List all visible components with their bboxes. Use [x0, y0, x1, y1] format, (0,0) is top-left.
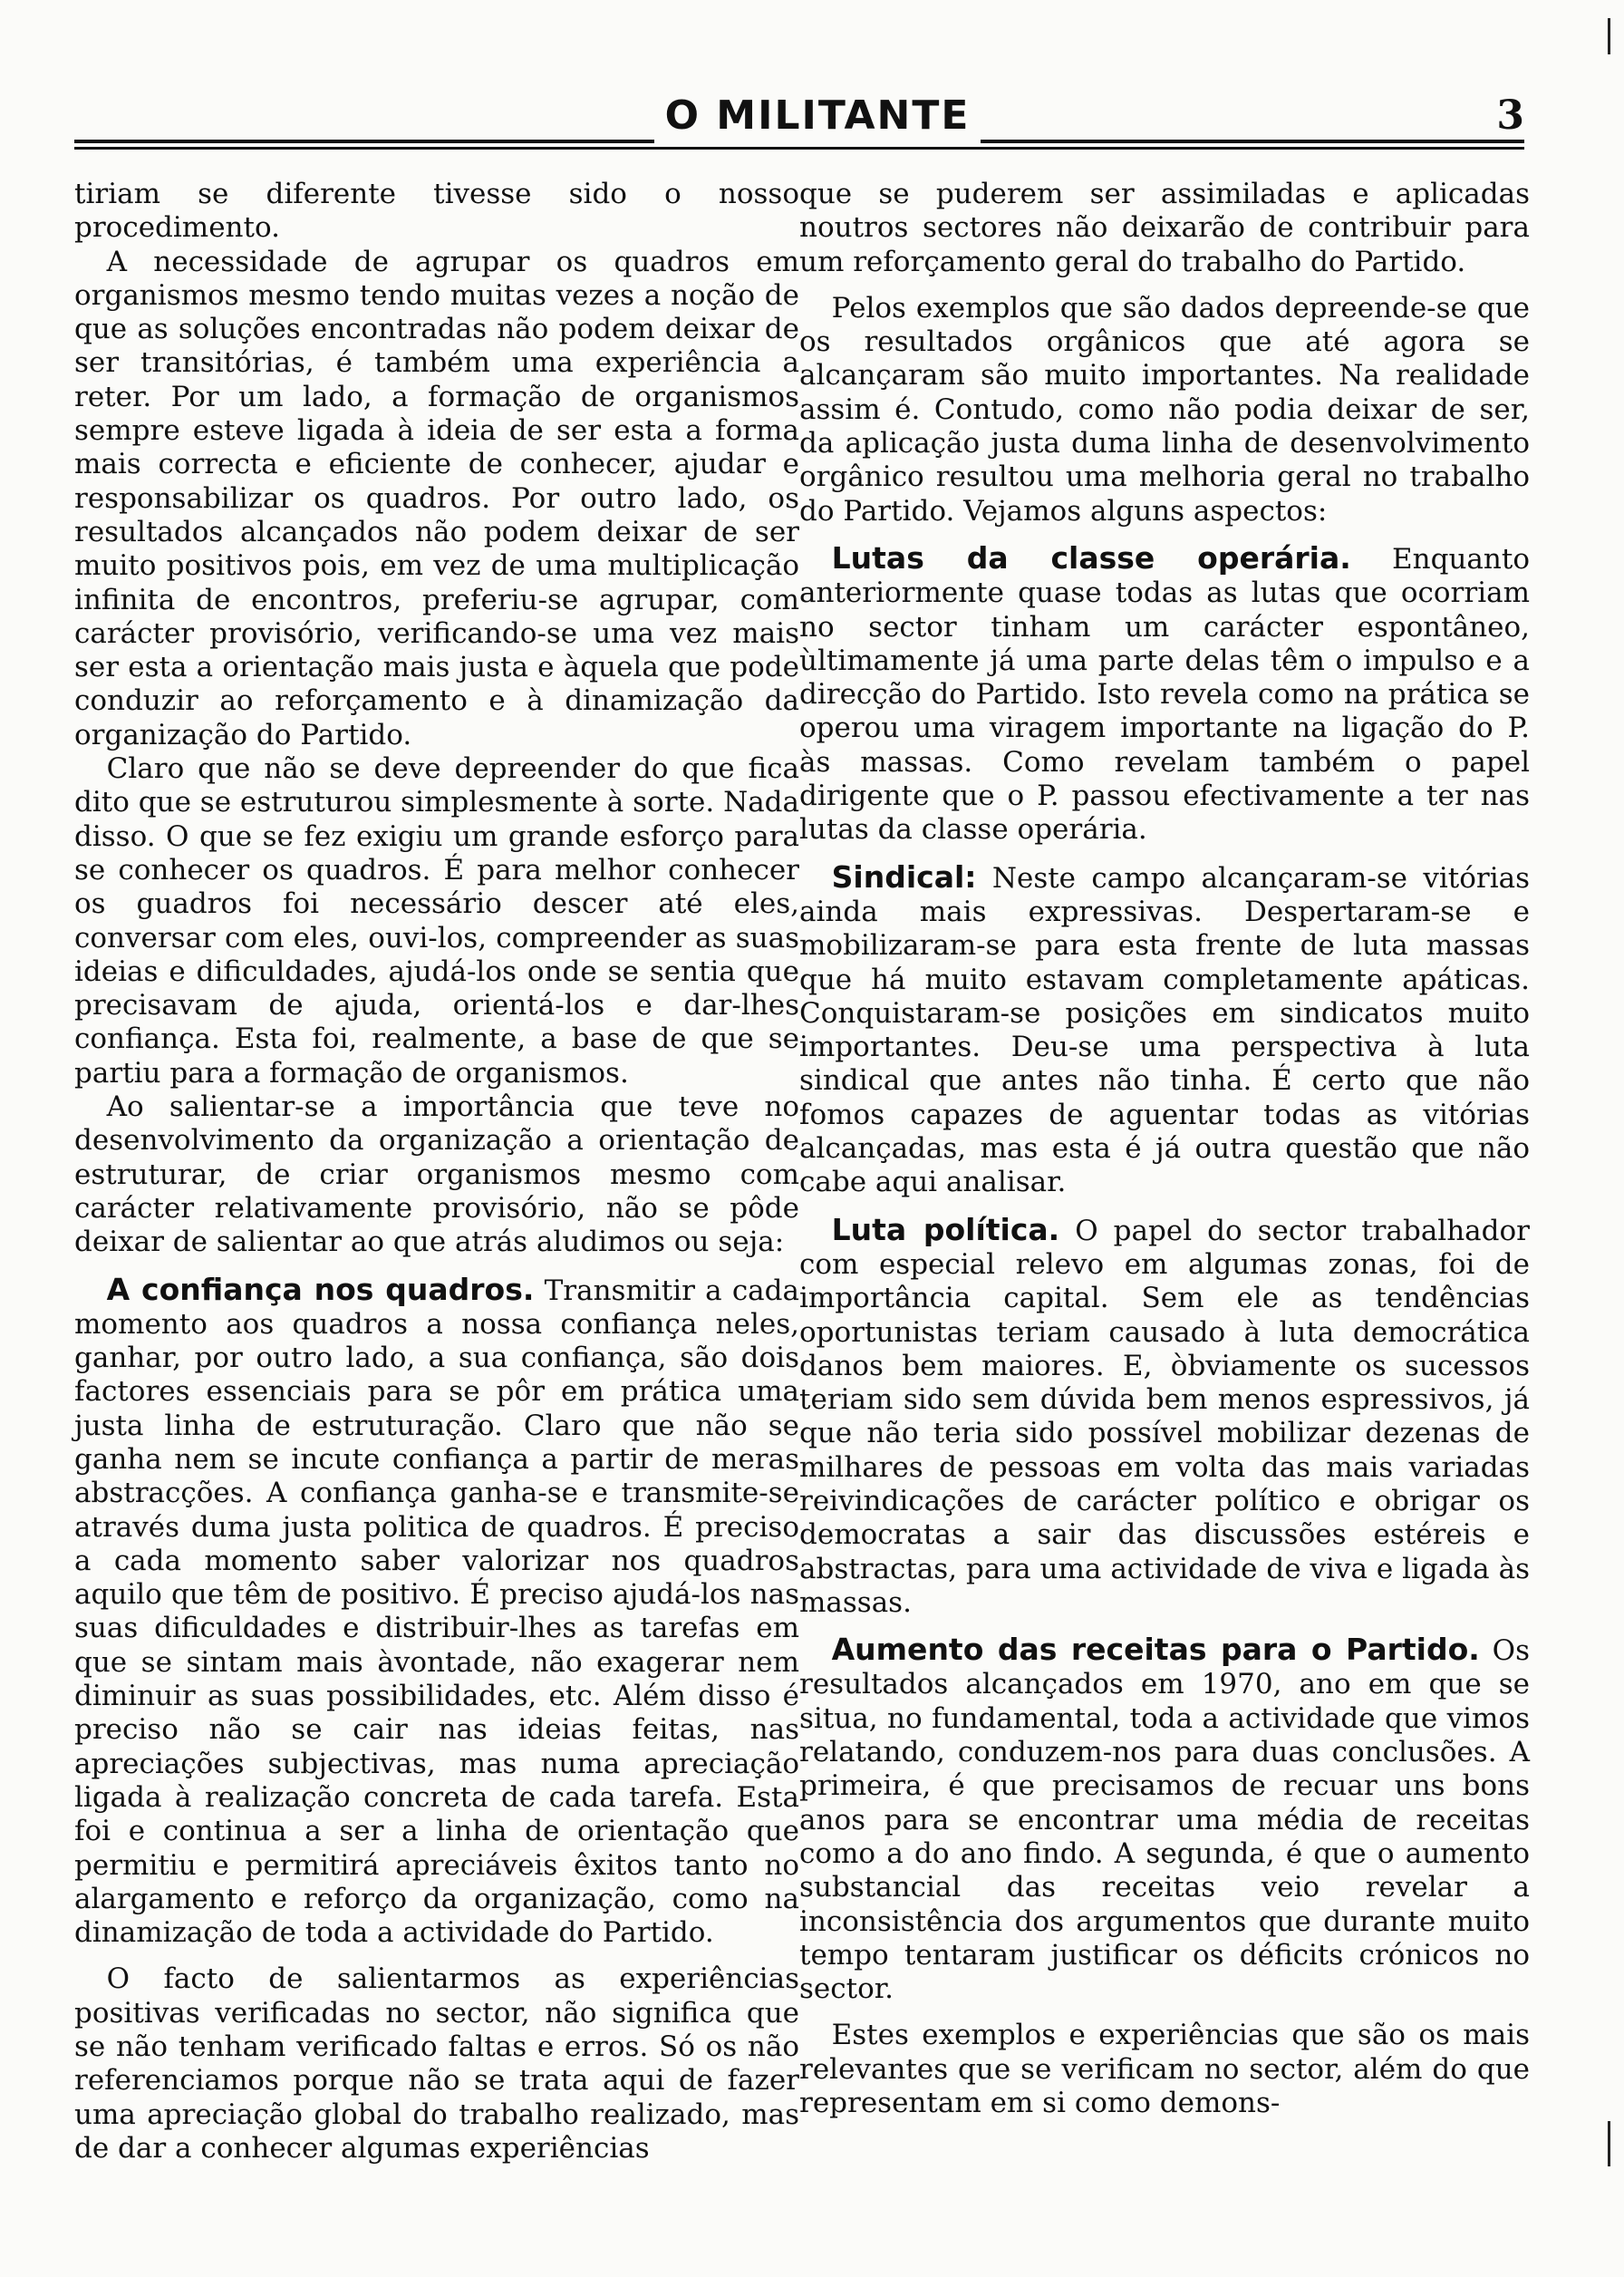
right-column — [799, 178, 1530, 2120]
paragraph — [799, 541, 1530, 848]
header-rule-right — [981, 140, 1524, 143]
paragraph — [799, 1213, 1530, 1621]
section-heading: Sindical: — [831, 858, 977, 895]
header-rule — [74, 147, 1524, 150]
paragraph-text: Transmitir a cada momento aos quadros a nossa confiança neles, ganhar, por outro lado, a sua confiança, são dois factores essenciais para se pôr em prática uma justa linha de estruturação. Claro que não se ganha nem se incute confiança a partir de meras abstracções. A confiança ganha-se e transmite-se através duma justa politica de quadros. É preciso a cada momento saber valorizar nos quadros aquilo que têm de positivo. É preciso ajudá-los nas suas dificuldades e distribuir-lhes as tarefas em que se sintam mais àvontade, não exagerar nem diminuir as suas possibilidades, etc. Além disso é preciso não se cair nas ideias feitas, nas apreciações subjectivas, mas numa apreciação ligada à realização concreta de cada tarefa. Esta foi e continua a ser a linha de orientação que permitiu e permitirá apreciáveis êxitos tanto no alargamento e reforço da organização, como na dinamização de toda a actividade do Partido. — [74, 1274, 799, 1950]
paragraph: O facto de salientarmos as experiências positivas verificadas no sector, não significa que se não tenham verificado faltas e erros. Só os não referenciamos porque não se trata aqui de fazer uma apreciação global do trabalho realizado, mas de dar a conhecer algumas experiências — [74, 1962, 799, 2165]
paragraph: Pelos exemplos que são dados depreende-se que os resultados orgânicos que até agora se alcançaram são muito importantes. Na realidade assim é. Contudo, como não podia deixar de ser, da aplicação justa duma linha de desenvolvimento orgânico resultou uma melhoria geral no trabalho do Partido. Vejamos alguns aspectos: — [799, 291, 1530, 528]
paragraph: A necessidade de agrupar os quadros em organismos mesmo tendo muitas vezes a noção de que as soluções encontradas não podem deixar de ser transitórias, é também uma experiência a reter. Por um lado, a formação de organismos sempre esteve ligada à ideia de ser esta a forma mais correcta e eficiente de conhecer, ajudar e responsabilizar os quadros. Por outro lado, os resultados alcançados não podem deixar de ser muito positivos pois, em vez de uma multiplicação infinita de encontros, preferiu-se agrupar, com carácter provisório, verificando-se uma vez mais ser esta a orientação mais justa e àquela que pode conduzir ao reforçamento e à dinamização da organização do Partido. — [74, 245, 799, 751]
left-column — [74, 178, 799, 2166]
section-heading: Luta política. — [831, 1211, 1060, 1247]
paragraph — [74, 1273, 799, 1951]
paragraph: Claro que não se deve depreender do que fica dito que se estruturou simplesmente à sorte. Nada disso. O que se fez exigiu um grande esforço para se conhecer os quadros. É para melhor conhecer os guadros foi necessário descer até eles, conversar com eles, ouvi-los, compreender as suas ideias e dificuldades, ajudá-los onde se sentia que precisavam de ajuda, orientá-los e dar-lhes confiança. Esta foi, realmente, a base de que se partiu para a formação de organismos. — [74, 752, 799, 1090]
masthead-title: O MILITANTE — [664, 92, 971, 139]
paragraph: que se puderem ser assimiladas e aplicadas noutros sectores não deixarão de contribuir para um reforçamento geral do trabalho do Partido. — [799, 178, 1530, 278]
paragraph-text: Enquanto anteriormente quase todas as lutas que ocorriam no sector tinham um carácter espontâneo, ùltimamente já uma parte delas têm o impulso e a direcção do Partido. Isto revela como na prática se operou uma viragem importante na ligação do P. às massas. Como revelam também o papel dirigente que o P. passou efectivamente a ter nas lutas da classe operária. — [799, 542, 1531, 847]
header-rule-left — [74, 140, 654, 143]
paragraph: Ao salientar-se a importância que teve no desenvolvimento da organização a orientação de estruturar, de criar organismos mesmo com carácter relativamente provisório, não se pôde deixar de salientar ao que atrás aludimos ou seja: — [74, 1090, 799, 1259]
paragraph — [799, 860, 1530, 1200]
page-number: 3 — [1496, 92, 1524, 139]
scan-edge-mark — [1608, 18, 1610, 54]
scan-edge-mark — [1608, 2121, 1610, 2166]
section-heading: Lutas da classe operária. — [831, 539, 1351, 576]
paragraph-text: O papel do sector trabalhador com especial relevo em algumas zonas, foi de importância capital. Sem ele as tendências oportunistas teriam causado à luta democrática danos bem maiores. E, òbviamente os sucessos teriam sido sem dúvida bem menos espressivos, já que não teria sido possível mobilizar dezenas de milhares de pessoas em volta das mais variadas reivindicações de carácter político e obrigar os democratas a sair das discussões estéreis e abstractas, para uma actividade de viva e ligada às massas. — [799, 1214, 1530, 1619]
paragraph: tiriam se diferente tivesse sido o nosso procedimento. — [74, 178, 799, 245]
paragraph — [799, 1633, 1530, 2006]
section-heading: Aumento das receitas para o Partido. — [831, 1632, 1480, 1668]
section-heading: A confiança nos quadros. — [106, 1271, 535, 1307]
paragraph-text: Os resultados alcançados em 1970, ano em que se situa, no fundamental, toda a actividade que vimos relatando, conduzem-nos para duas conclusões. A primeira, é que precisamos de recuar uns bons anos para se encontrar uma média de receitas como a do ano findo. A segunda, é que o aumento substancial das receitas veio revelar a inconsistência dos argumentos que durante muito tempo tentaram justificar os déficits crónicos no sector. — [799, 1634, 1530, 2006]
paragraph-text: Neste campo alcançaram-se vitórias ainda mais expressivas. Despertaram-se e mobilizaram-se para esta frente de luta massas que há muito estavam completamente apáticas. Conquistaram-se posições em sindicatos muito importantes. Deu-se uma perspectiva à luta sindical que antes não tinha. É certo que não fomos capazes de aguentar todas as vitórias alcançadas, mas esta é já outra questão que não cabe aqui analisar. — [799, 861, 1530, 1199]
paragraph: Estes exemplos e experiências que são os mais relevantes que se verificam no sector, além do que representam em si como demons- — [799, 2019, 1530, 2120]
page-header — [74, 92, 1524, 147]
